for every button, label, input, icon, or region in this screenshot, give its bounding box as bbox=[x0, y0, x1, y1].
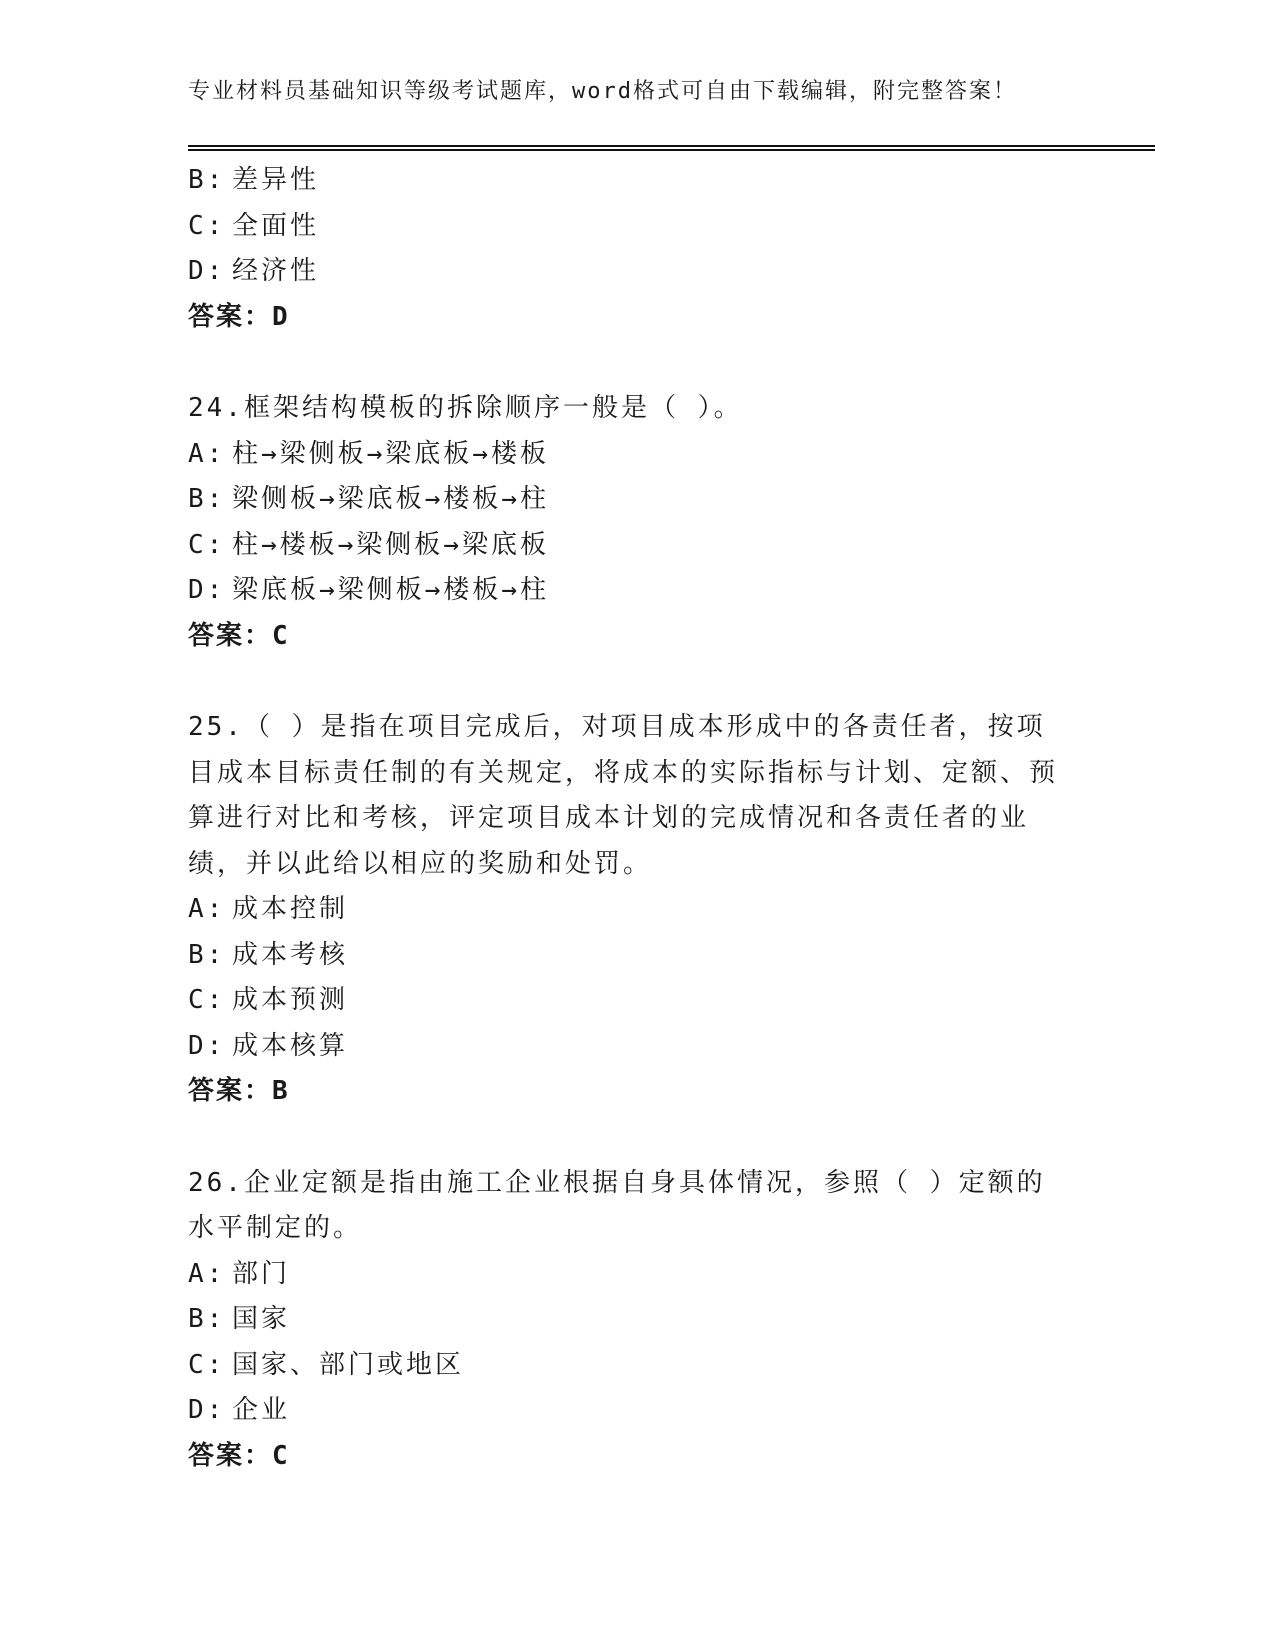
header-divider bbox=[188, 145, 1155, 151]
option-letter: B: bbox=[188, 939, 226, 970]
question-text: 24.框架结构模板的拆除顺序一般是（ ）。 bbox=[188, 393, 743, 423]
option-b bbox=[188, 477, 1068, 523]
page-header: 专业材料员基础知识等级考试题库，word格式可自由下载编辑，附完整答案！ bbox=[188, 79, 1017, 104]
question-block-24 bbox=[188, 386, 1068, 659]
option-letter: B: bbox=[188, 1304, 226, 1334]
option-b bbox=[188, 933, 1068, 979]
option-letter: D: bbox=[188, 1395, 226, 1425]
option-text: 国家 bbox=[232, 1304, 291, 1334]
option-text: 差异性 bbox=[232, 165, 320, 195]
option-a bbox=[188, 1252, 1068, 1298]
question-text: 26.企业定额是指由施工企业根据自身具体情况，参照（ ）定额的水平制定的。 bbox=[188, 1167, 1046, 1243]
option-letter: C: bbox=[188, 529, 226, 560]
answer-line: 答案：C bbox=[188, 620, 290, 651]
option-d bbox=[188, 1024, 1068, 1070]
question-block-25 bbox=[188, 705, 1068, 1115]
option-letter: B: bbox=[188, 165, 226, 195]
option-text: 成本核算 bbox=[232, 1030, 349, 1061]
option-letter: C: bbox=[188, 985, 226, 1015]
option-text: 梁侧板→梁底板→楼板→柱 bbox=[232, 484, 549, 514]
option-text: 成本考核 bbox=[232, 939, 349, 970]
answer-line: 答案：D bbox=[188, 301, 290, 332]
option-text: 成本控制 bbox=[232, 894, 349, 924]
answer-line: 答案：B bbox=[188, 1076, 290, 1106]
option-a bbox=[188, 887, 1068, 933]
spacer bbox=[188, 659, 1068, 705]
question-text: 25.（ ）是指在项目完成后，对项目成本形成中的各责任者，按项目成本目标责任制的有关规定，将成本的实际指标与计划、定额、预算进行对比和考核，评定项目成本计划的完成情况和各责任者的业绩，并以此给以相应的奖励和处罚。 bbox=[188, 712, 1059, 879]
question-block-23 bbox=[188, 158, 1068, 340]
option-text: 全面性 bbox=[232, 210, 320, 241]
option-letter: C: bbox=[188, 1349, 226, 1380]
option-text: 国家、部门或地区 bbox=[232, 1349, 465, 1380]
option-text: 经济性 bbox=[232, 256, 320, 286]
option-text: 柱→楼板→梁侧板→梁底板 bbox=[232, 529, 549, 560]
option-text: 部门 bbox=[232, 1258, 291, 1289]
option-c bbox=[188, 978, 1068, 1024]
option-text: 梁底板→梁侧板→楼板→柱 bbox=[232, 575, 549, 605]
option-d bbox=[188, 568, 1068, 614]
option-letter: D: bbox=[188, 256, 226, 286]
option-letter: A: bbox=[188, 894, 226, 924]
option-letter: B: bbox=[188, 484, 226, 514]
spacer bbox=[188, 1115, 1068, 1161]
option-text: 成本预测 bbox=[232, 985, 349, 1015]
question-block-26 bbox=[188, 1161, 1068, 1480]
option-c bbox=[188, 204, 1068, 250]
option-a bbox=[188, 432, 1068, 478]
option-text: 企业 bbox=[232, 1395, 291, 1425]
option-d bbox=[188, 249, 1068, 295]
option-letter: C: bbox=[188, 210, 226, 241]
option-letter: D: bbox=[188, 575, 226, 605]
option-letter: A: bbox=[188, 1258, 226, 1289]
option-d bbox=[188, 1388, 1068, 1434]
question-content bbox=[188, 158, 1068, 1479]
option-b bbox=[188, 158, 1068, 204]
option-text: 柱→梁侧板→梁底板→楼板 bbox=[232, 438, 549, 469]
option-letter: A: bbox=[188, 438, 226, 469]
spacer bbox=[188, 340, 1068, 386]
option-letter: D: bbox=[188, 1030, 226, 1061]
option-c bbox=[188, 523, 1068, 569]
option-c bbox=[188, 1343, 1068, 1389]
answer-line: 答案：C bbox=[188, 1440, 290, 1471]
option-b bbox=[188, 1297, 1068, 1343]
